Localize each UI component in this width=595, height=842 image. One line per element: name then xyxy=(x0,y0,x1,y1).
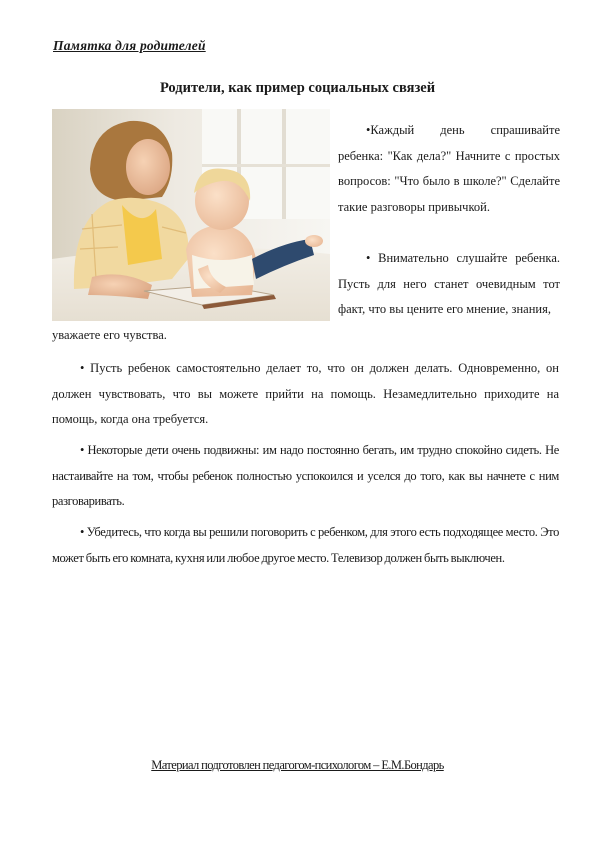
paragraph-2: • Внимательно слушайте ребенка. Пусть для него станет очевидным тот факт, что вы цените его мнение, знания, xyxy=(338,251,560,316)
mother-child-photo xyxy=(52,109,330,321)
paragraph-5: • Убедитесь, что когда вы решили поговорить с ребенком, для этого есть подходящее место. Это может быть его комната, кухня или любое другое место. Телевизор должен быть выключен. xyxy=(52,525,559,565)
page-title: Родители, как пример социальных связей xyxy=(159,80,436,96)
paragraph-3: • Пусть ребенок самостоятельно делает то, что он должен делать. Одновременно, он должен чувствовать, что вы можете прийти на помощь. Незамедлительно приходите на помощь, когда она требуется. xyxy=(52,361,559,426)
paragraph-4: • Некоторые дети очень подвижны: им надо постоянно бегать, им трудно спокойно сидеть. Не настаивайте на том, чтобы ребенок полностью успокоился и уселся до того, как вы начнете с ним разговаривать. xyxy=(52,443,559,508)
memo-label: Памятка для родителей xyxy=(53,38,206,53)
author-credit: Материал подготовлен педагогом-психологом – Е.М.Бондарь xyxy=(151,758,444,772)
paragraph-2-tail: уважаете его чувства. xyxy=(52,328,167,342)
paragraph-1: •Каждый день спрашивайте ребенка: "Как дела?" Начните с простых вопросов: "Что было в школе?" Сделайте такие разговоры привычкой. xyxy=(338,123,560,214)
